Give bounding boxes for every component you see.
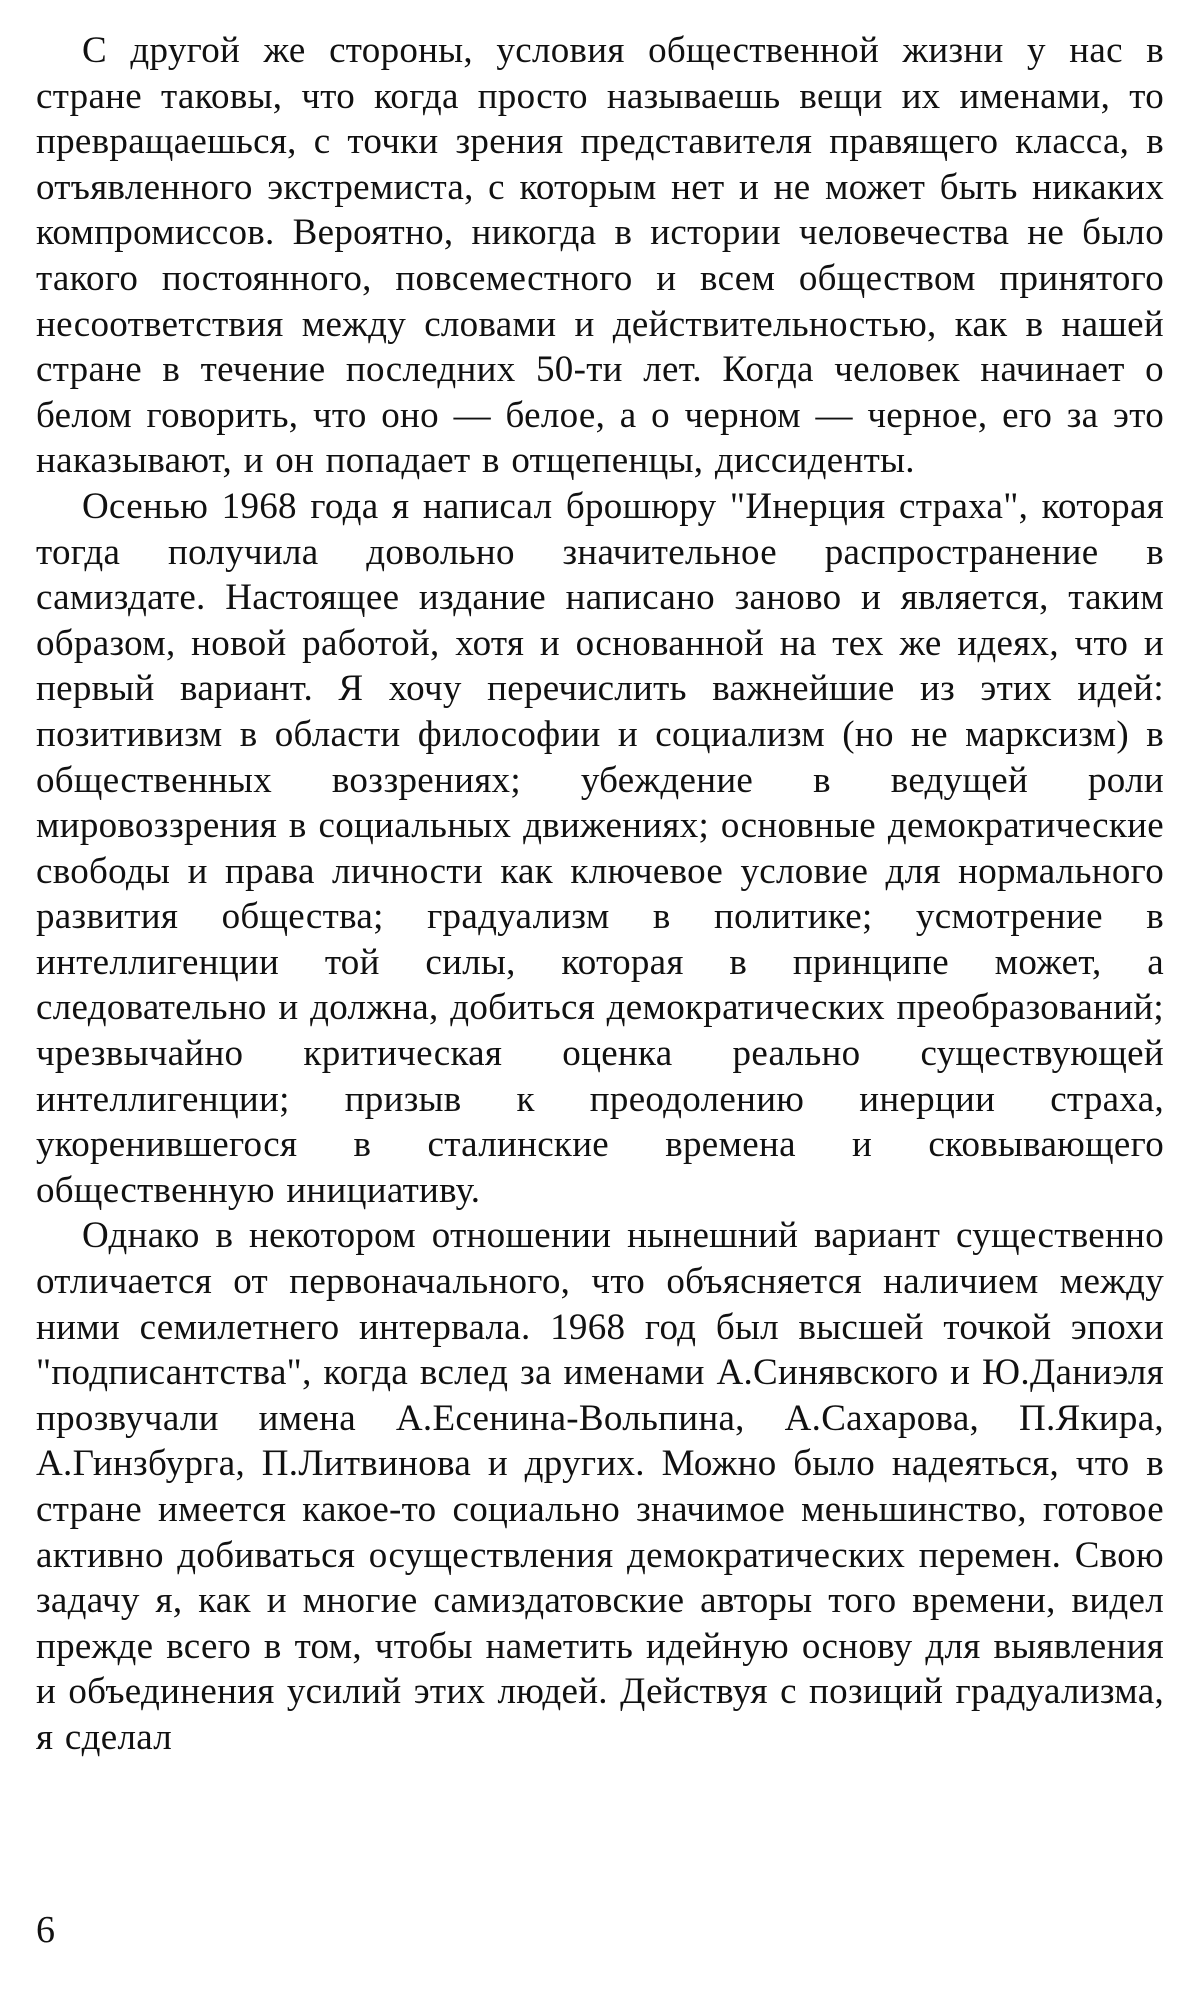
body-text bbox=[36, 28, 1164, 1761]
paragraph-3: Однако в некотором отношении нынешний вариант существенно отличается от первоначального, что объясняется наличием между ними семилетнего интервала. 1968 год был высшей точкой эпохи "подписантства", когда вслед за именами А.Синявского и Ю.Даниэля прозвучали имена А.Есенина-Вольпина, А.Сахарова, П.Якира, А.Гинзбурга, П.Литвинова и других. Можно было надеяться, что в стране имеется какое-то социально значимое меньшинство, готовое активно добиваться осуществления демократических перемен. Свою задачу я, как и многие самиздатовские авторы того времени, видел прежде всего в том, чтобы наметить идейную основу для выявления и объединения усилий этих людей. Действуя с позиций градуализма, я сделал bbox=[36, 1215, 1164, 1758]
paragraph-1: С другой же стороны, условия общественной жизни у нас в стране таковы, что когда просто называешь вещи их именами, то превращаешься, с точки зрения представителя правящего класса, в отъявленного экстремиста, с которым нет и не может быть никаких компромиссов. Вероятно, никогда в истории человечества не было такого постоянного, повсеместного и всем обществом принятого несоответствия между словами и действительностью, как в нашей стране в течение последних 50-ти лет. Когда человек начинает о белом говорить, что оно — белое, а о черном — черное, его за это наказывают, и он попадает в отщепенцы, диссиденты. bbox=[36, 30, 1164, 482]
paragraph-2: Осенью 1968 года я написал брошюру "Инерция страха", которая тогда получила довольно значительное распространение в самиздате. Настоящее издание написано заново и является, таким образом, новой работой, хотя и основанной на тех же идеях, что и первый вариант. Я хочу перечислить важнейшие из этих идей: позитивизм в области философии и социализм (но не марксизм) в общественных воззрениях; убеждение в ведущей роли мировоззрения в социальных движениях; основные демократические свободы и права личности как ключевое условие для нормального развития общества; градуализм в политике; усмотрение в интеллигенции той силы, которая в принципе может, а следовательно и должна, добиться демократических преобразований; чрезвычайно критическая оценка реально существующей интеллигенции; призыв к преодолению инерции страха, укоренившегося в сталинские времена и сковывающего общественную инициативу. bbox=[36, 485, 1164, 1211]
page-number: 6 bbox=[36, 1909, 55, 1951]
